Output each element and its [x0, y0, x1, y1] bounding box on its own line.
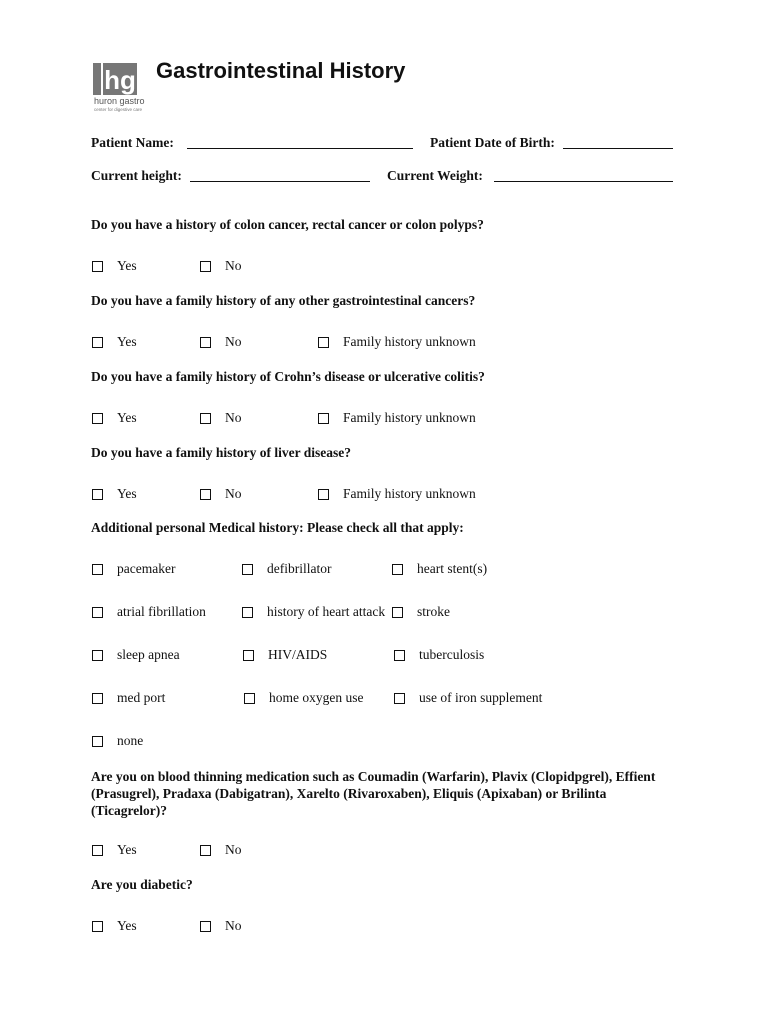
- checkbox[interactable]: [92, 337, 103, 348]
- question-crohns: Do you have a family history of Crohn’s disease or ulcerative colitis?: [91, 369, 485, 384]
- question-diabetic: Are you diabetic?: [91, 877, 193, 892]
- checkbox[interactable]: [242, 564, 253, 575]
- current-height-field[interactable]: [190, 181, 370, 182]
- patient-name-label: Patient Name:: [91, 135, 174, 150]
- checkbox[interactable]: [200, 845, 211, 856]
- checkbox[interactable]: [394, 693, 405, 704]
- checkbox[interactable]: [92, 921, 103, 932]
- q6-no-option[interactable]: No: [200, 842, 242, 858]
- history-heart-stents[interactable]: heart stent(s): [392, 561, 487, 577]
- svg-text:huron gastro: huron gastro: [94, 96, 145, 106]
- checkbox[interactable]: [92, 607, 103, 618]
- checkbox[interactable]: [92, 261, 103, 272]
- checkbox[interactable]: [92, 564, 103, 575]
- checkbox[interactable]: [392, 607, 403, 618]
- history-home-oxygen[interactable]: home oxygen use: [244, 690, 363, 706]
- checkbox[interactable]: [92, 845, 103, 856]
- q7-yes-option[interactable]: Yes: [92, 918, 137, 934]
- page-title: Gastrointestinal History: [156, 58, 406, 83]
- checkbox[interactable]: [318, 413, 329, 424]
- history-sleep-apnea[interactable]: sleep apnea: [92, 647, 180, 663]
- svg-text:center for digestive care: center for digestive care: [94, 107, 143, 112]
- q4-unknown-option[interactable]: Family history unknown: [318, 486, 476, 502]
- history-none[interactable]: none: [92, 733, 143, 749]
- history-defibrillator[interactable]: defibrillator: [242, 561, 331, 577]
- checkbox[interactable]: [92, 736, 103, 747]
- history-med-port[interactable]: med port: [92, 690, 165, 706]
- current-weight-label: Current Weight:: [387, 168, 483, 183]
- checkbox[interactable]: [200, 337, 211, 348]
- checkbox[interactable]: [243, 650, 254, 661]
- current-height-label: Current height:: [91, 168, 182, 183]
- q3-no-option[interactable]: No: [200, 410, 242, 426]
- q4-no-option[interactable]: No: [200, 486, 242, 502]
- question-blood-thinners: Are you on blood thinning medication such as Coumadin (Warfarin), Plavix (Clopidpgrel), Effient (Prasugrel), Pradaxa (Dabigatran), Xarelto (Rivaroxaben), Eliquis (Apixaban) or Brilinta (Ticagrelor)?: [91, 769, 656, 818]
- checkbox[interactable]: [92, 413, 103, 424]
- q3-unknown-option[interactable]: Family history unknown: [318, 410, 476, 426]
- question-gi-cancers: Do you have a family history of any other gastrointestinal cancers?: [91, 293, 476, 308]
- checkbox[interactable]: [392, 564, 403, 575]
- question-liver-disease: Do you have a family history of liver disease?: [91, 445, 351, 460]
- history-heart-attack[interactable]: history of heart attack: [242, 604, 385, 620]
- checkbox[interactable]: [92, 693, 103, 704]
- checkbox[interactable]: [200, 921, 211, 932]
- checkbox[interactable]: [318, 489, 329, 500]
- checkbox[interactable]: [92, 489, 103, 500]
- question-colon-cancer: Do you have a history of colon cancer, rectal cancer or colon polyps?: [91, 217, 484, 232]
- q2-no-option[interactable]: No: [200, 334, 242, 350]
- q4-yes-option[interactable]: Yes: [92, 486, 137, 502]
- q1-yes-option[interactable]: Yes: [92, 258, 137, 274]
- patient-dob-field[interactable]: [563, 148, 673, 149]
- checkbox[interactable]: [394, 650, 405, 661]
- q2-yes-option[interactable]: Yes: [92, 334, 137, 350]
- huron-gastro-logo: [93, 63, 153, 113]
- q1-no-option[interactable]: No: [200, 258, 242, 274]
- q6-yes-option[interactable]: Yes: [92, 842, 137, 858]
- svg-text:hg: hg: [104, 65, 136, 95]
- checkbox[interactable]: [92, 650, 103, 661]
- checkbox[interactable]: [200, 413, 211, 424]
- question-medical-history: Additional personal Medical history: Please check all that apply:: [91, 520, 464, 535]
- checkbox[interactable]: [242, 607, 253, 618]
- checkbox[interactable]: [318, 337, 329, 348]
- hg-logo-mark: [93, 63, 153, 113]
- history-iron-supplement[interactable]: use of iron supplement: [394, 690, 542, 706]
- checkbox[interactable]: [200, 261, 211, 272]
- checkbox[interactable]: [200, 489, 211, 500]
- patient-dob-label: Patient Date of Birth:: [430, 135, 555, 150]
- current-weight-field[interactable]: [494, 181, 673, 182]
- q7-no-option[interactable]: No: [200, 918, 242, 934]
- patient-name-field[interactable]: [187, 148, 413, 149]
- history-pacemaker[interactable]: pacemaker: [92, 561, 175, 577]
- history-atrial-fibrillation[interactable]: atrial fibrillation: [92, 604, 206, 620]
- checkbox[interactable]: [244, 693, 255, 704]
- history-tuberculosis[interactable]: tuberculosis: [394, 647, 484, 663]
- q3-yes-option[interactable]: Yes: [92, 410, 137, 426]
- history-hiv-aids[interactable]: HIV/AIDS: [243, 647, 327, 663]
- q2-unknown-option[interactable]: Family history unknown: [318, 334, 476, 350]
- history-stroke[interactable]: stroke: [392, 604, 450, 620]
